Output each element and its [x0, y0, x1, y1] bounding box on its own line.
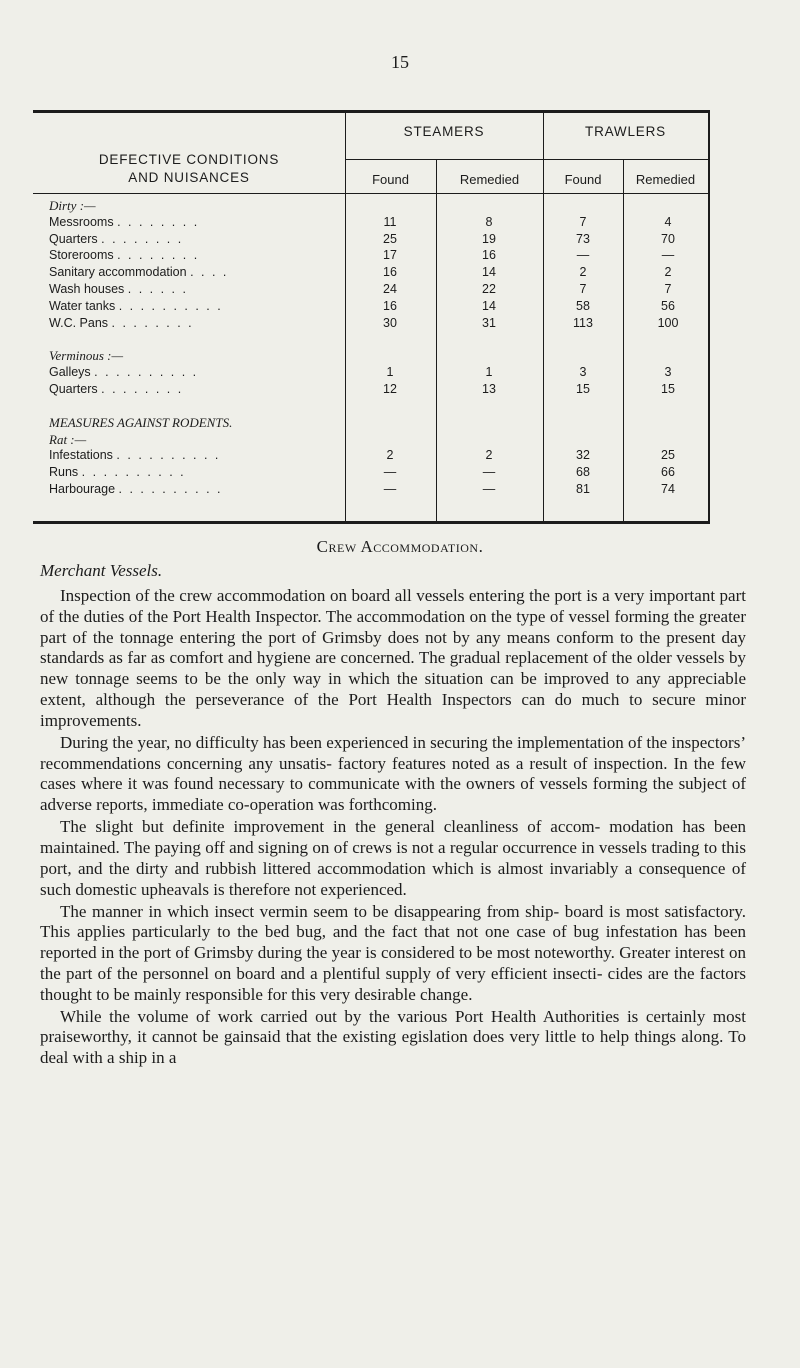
- table-row: W.C. Pans . . . . . . . . 30 31 113 100: [49, 315, 679, 330]
- table-row: Runs . . . . . . . . . . — — 68 66: [49, 465, 675, 480]
- paragraph: During the year, no difficulty has been experienced in securing the implementation of the inspectors’ recommendations concerning any unsatis- factory features noted as a result of inspection. In the few cases where it was found necessary to communicate with the owners of vessels forming the subject of adverse reports, immediate co-operation was forthcoming.: [40, 732, 746, 815]
- paragraph: The manner in which insect vermin seem to be disappearing from ship- board is most satisfactory. This applies particularly to the bed bug, and the fact that not one case of bug infestation has been reported in the port of Grimsby during the year is considered to be most noteworthy. Greater interest on the part of the personnel on board and a plentiful supply of very efficient insecti- cides are the factors thought to be mainly responsible for this very desirable change.: [40, 901, 746, 1004]
- section-subtitle-rat: Rat :—: [49, 431, 87, 447]
- steamers-found-header: Found: [372, 172, 409, 187]
- table-row: Storerooms . . . . . . . . 17 16 — —: [49, 248, 675, 263]
- table-row: Infestations . . . . . . . . . . 2 2 32 25: [49, 448, 675, 463]
- table-divider: [345, 159, 709, 160]
- steamers-header: STEAMERS: [403, 124, 485, 139]
- section-title-verminous: Verminous :—: [49, 348, 124, 364]
- paragraph: The slight but definite improvement in the general cleanliness of accom- modation has been maintained. The paying off and signing on of crews is not a regular occurrence in vessels trading to this port, and the dirty and rubbish littered accommodation which is almost invariably a consequence of such domestic upheavals is therefore not experienced.: [40, 817, 746, 899]
- subsection-heading-merchant-vessels: Merchant Vessels.: [40, 561, 163, 580]
- page-number: 15: [391, 52, 409, 72]
- trawlers-found-header: Found: [564, 172, 602, 187]
- paragraph: While the volume of work carried out by the various Port Health Authorities is certainly most praiseworthy, it cannot be gainsaid that the existing egislation does very little to help things along. To deal with a ship in a: [40, 1006, 746, 1068]
- trawlers-header: TRAWLERS: [585, 124, 666, 139]
- table-divider: [33, 193, 709, 194]
- defective-conditions-table: [33, 110, 710, 524]
- steamers-remedied-header: Remedied: [459, 172, 520, 187]
- table-row: Quarters . . . . . . . . 25 19 73 70: [49, 231, 675, 246]
- table-row: Harbourage . . . . . . . . . . — — 81 74: [49, 481, 675, 496]
- trawlers-remedied-header: Remedied: [635, 172, 696, 187]
- section-title-dirty: Dirty :—: [49, 198, 96, 213]
- table-row: Sanitary accommodation . . . . 16 14 2 2: [49, 265, 672, 280]
- body-text: [40, 586, 746, 1070]
- table-row: Galleys . . . . . . . . . . 1 1 3 3: [49, 365, 672, 380]
- table-column-header: DEFECTIVE CONDITIONS AND NUISANCES: [98, 152, 280, 185]
- table-row: Quarters . . . . . . . . 12 13 15 15: [49, 381, 675, 396]
- table-row: Wash houses . . . . . . 24 22 7 7: [49, 281, 672, 296]
- table-row: Messrooms . . . . . . . . 11 8 7 4: [49, 214, 672, 229]
- table-row: Water tanks . . . . . . . . . . 16 14 58 56: [49, 298, 675, 313]
- section-title-rodents: MEASURES AGAINST RODENTS.: [49, 414, 233, 430]
- table-body: [33, 198, 710, 499]
- section-heading-crew-accommodation: Crew Accommodation.: [316, 537, 484, 556]
- paragraph: Inspection of the crew accommodation on board all vessels entering the port is a very important part of the duties of the Port Health Inspector. The accommodation on the type of vessel forming the greater part of the tonnage entering the port of Grimsby does not by any means conform to the present day standards as far as comfort and hygiene are concerned. The gradual replacement of the older vessels by new tonnage seems to be the only way in which the situation can be improved to any appreciable extent, although the perseverance of the Port Health Inspectors can do much to secure minor improvements.: [40, 586, 746, 730]
